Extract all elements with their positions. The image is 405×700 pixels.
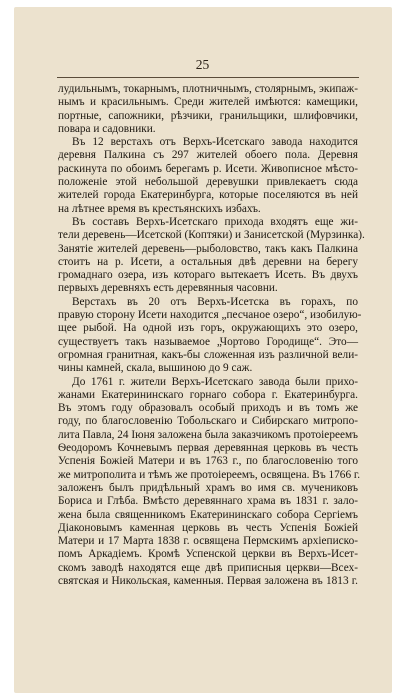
text-line: Въ этомъ году образовалъ особый приходъ и въ томъ же: [58, 402, 358, 415]
text-line: Верстахъ въ 20 отъ Верхъ-Исетска въ горахъ, по: [72, 295, 358, 308]
text-line: нымъ и красильнымъ. Среди жителей имѣются: камещики,: [58, 96, 358, 109]
header-rule: [57, 77, 359, 78]
text-line: жена была священникомъ Екатерининскаго собора Сергіемъ: [58, 508, 358, 521]
text-line: Ѳеодоромъ Кочневымъ первая деревянная церковь въ честь: [58, 442, 358, 455]
text-line: Въ составъ Верхъ-Исетскаго прихода входятъ еще жи-: [72, 215, 358, 228]
text-line: Успенія Божіей Матери и въ 1763 г., по благословенію того: [58, 455, 358, 468]
text-line: помъ Аркадіемъ. Кромѣ Успенской церкви въ Верхъ-Исет-: [58, 548, 358, 561]
text-line: стоитъ на р. Исети, а остальныя двѣ деревни на берегу: [58, 255, 358, 268]
text-line: жанами Екатерининскаго горнаго собора г. Екатеринбурга.: [58, 388, 358, 401]
text-line: деревня Палкина съ 297 жителей обоего пола. Деревня: [58, 149, 358, 162]
text-line: существуетъ такъ называемое „Чортово Городище“. Это—: [58, 335, 358, 348]
text-line: щее рыбой. На одной изъ горъ, окружающихъ это озеро,: [58, 322, 358, 335]
text-line: раскинута по обоимъ берегамъ р. Исети. Живописное мѣсто-: [58, 162, 358, 175]
text-line: положеніе этой небольшой деревушки привлекаетъ сюда: [58, 176, 358, 189]
text-line: лита Павла, 24 Іюня заложена была заказчикомъ протоіереемъ: [58, 428, 358, 441]
text-line: огромная гранитная, какъ-бы сложенная изъ различной вели-: [58, 348, 358, 361]
text-line: жителей города Екатеринбурга, которые поселяются въ ней: [58, 189, 358, 202]
text-line: громаднаго озера, изъ котораго вытекаетъ Исеть. Въ двухъ: [58, 269, 358, 282]
text-line: заложенъ былъ придѣльный храмъ во имя св. мучениковъ: [58, 481, 358, 494]
text-line: портные, сапожники, рѣзчики, гранильщики, шлифовчики,: [58, 109, 358, 122]
text-line: первыхъ деревняхъ есть деревянныя часовни.: [58, 282, 278, 295]
text-line: повара и садовники.: [58, 122, 156, 135]
text-line: Діаконовымъ каменная церковь въ честь Успенія Божіей: [58, 521, 358, 534]
text-line: Занятіе жителей деревень—рыболовство, такъ какъ Палкина: [58, 242, 358, 255]
text-line: скомъ заводѣ находятся еще двѣ приписныя церкви—Всех-: [58, 561, 358, 574]
text-line: Въ 12 верстахъ отъ Верхъ-Исетскаго завода находится: [72, 136, 358, 149]
text-line: чины камней, скала, вышиною до 9 саж.: [58, 362, 253, 375]
text-line: лудильнымъ, токарнымъ, плотничнымъ, столярнымъ, экипаж-: [58, 83, 358, 95]
text-line: году, по благословенію Тобольскаго и Сибирскаго митропо-: [58, 415, 358, 428]
body-text: [58, 83, 365, 588]
text-line: правую сторону Исети находится „песчаное озеро“, изобилую-: [58, 309, 362, 322]
text-line: на лѣтнее время въ крестьянскихъ избахъ.: [58, 202, 261, 215]
text-line: До 1761 г. жители Верхъ-Исетскаго завода были прихо-: [72, 375, 358, 388]
page-number: 25: [195, 57, 210, 72]
text-line: же митрополита и тѣмъ же протоіереемъ, освящена. Въ 1766 г.: [58, 468, 361, 481]
text-line: святская и Никольская, каменныя. Первая заложена въ 1813 г.: [58, 574, 358, 587]
text-line: Матери и 17 Марта 1838 г. освящена Пермскимъ архіеписко-: [58, 535, 358, 548]
text-line: тели деревень—Исетской (Коптяки) и Занисетской (Мурзинка).: [58, 229, 365, 242]
text-line: Бориса и Глѣба. Вмѣсто деревяннаго храма въ 1831 г. зало-: [58, 495, 358, 508]
